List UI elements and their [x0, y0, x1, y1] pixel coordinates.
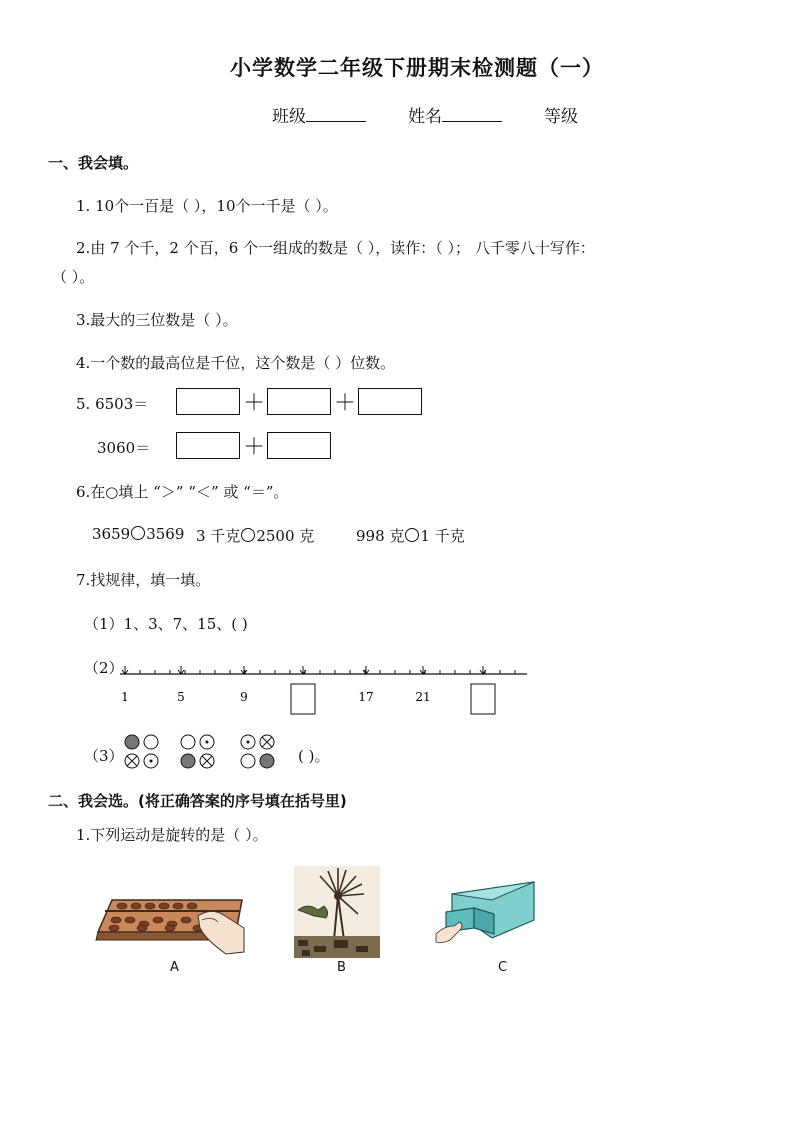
compare-b-left: 3 千克 [196, 527, 241, 545]
circle-blank-icon[interactable] [241, 528, 255, 542]
class-field [272, 102, 366, 127]
dotted-circle-icon [200, 735, 214, 749]
arrow-marker [122, 666, 128, 674]
compare-c-left: 998 克 [356, 527, 405, 545]
page-title: 小学数学二年级下册期末检测题（一） [230, 55, 604, 80]
number-line-answer-box-1[interactable] [291, 684, 315, 714]
question-7-1: （1）1、3、7、15、( ) [84, 615, 248, 633]
arrow-marker [363, 666, 369, 674]
compare-b [196, 525, 314, 546]
compare-c-right: 1 千克 [420, 527, 465, 545]
tick-label: 17 [358, 690, 374, 704]
filled-circle-icon [125, 735, 139, 749]
circle-pattern [122, 733, 282, 771]
compare-a [92, 525, 184, 543]
name-field [408, 102, 502, 127]
section-1-heading: 一、我会填。 [48, 154, 139, 172]
compare-a-right: 3569 [146, 525, 185, 543]
question-6: 6.在○填上 “＞” “＜” 或 “＝”。 [76, 483, 289, 501]
answer-box-1[interactable] [176, 388, 240, 415]
crossed-circle-icon [260, 735, 274, 749]
dotted-circle-icon [241, 735, 255, 749]
tick-label: 1 [121, 690, 129, 704]
tick-label: 9 [240, 690, 248, 704]
arrow-marker [241, 666, 247, 674]
windmill-image [294, 866, 380, 958]
empty-circle-icon [144, 735, 158, 749]
question-7-3-label: （3） [84, 747, 124, 765]
answer-box-2[interactable] [267, 388, 331, 415]
section-2-heading: 二、我会选。(将正确答案的序号填在括号里) [48, 792, 347, 810]
option-a-label[interactable]: A [170, 960, 179, 975]
question-7-3-answer: ( )。 [298, 747, 330, 765]
plus-sign: ＋ [243, 435, 266, 460]
question-7: 7.找规律，填一填。 [76, 571, 211, 589]
plus-sign: ＋ [334, 391, 357, 416]
answer-box-4[interactable] [176, 432, 240, 459]
question-4: 4.一个数的最高位是千位，这个数是（ ）位数。 [76, 354, 396, 372]
grade-label: 等级 [544, 107, 578, 127]
tick-label: 5 [177, 690, 185, 704]
option-b-label[interactable]: B [337, 960, 346, 975]
question-5-label: 5. 6503＝ [76, 395, 149, 413]
dotted-circle-icon [144, 754, 158, 768]
crossed-circle-icon [200, 754, 214, 768]
compare-a-left: 3659 [92, 525, 131, 543]
number-line-arrows [122, 666, 486, 674]
question-3: 3.最大的三位数是（ ）。 [76, 311, 238, 329]
answer-box-5[interactable] [267, 432, 331, 459]
compare-b-right: 2500 克 [256, 527, 315, 545]
crossed-circle-icon [125, 754, 139, 768]
answer-box-3[interactable] [358, 388, 422, 415]
question-1: 1. 10个一百是（ ），10个一千是（ ）。 [76, 197, 338, 215]
circle-blank-icon[interactable] [131, 526, 145, 540]
name-blank[interactable] [442, 105, 502, 122]
drawer-image [434, 880, 536, 956]
number-line [115, 660, 535, 720]
name-label: 姓名 [408, 107, 442, 127]
plus-sign: ＋ [243, 391, 266, 416]
question-7-2-label: （2） [84, 659, 124, 677]
empty-circle-icon [241, 754, 255, 768]
option-c-label[interactable]: C [498, 960, 508, 975]
question-2-line2: （ ）。 [52, 268, 95, 286]
empty-circle-icon [181, 735, 195, 749]
filled-circle-icon [181, 754, 195, 768]
abacus-image [94, 880, 246, 958]
tick-label: 21 [415, 690, 431, 704]
class-label: 班级 [272, 107, 306, 127]
compare-c [356, 525, 465, 546]
arrow-marker [178, 666, 184, 674]
question-2-line1: 2.由 7 个千，2 个百，6 个一组成的数是（ ），读作：（ ）； 八千零八十写作： [76, 239, 595, 257]
class-blank[interactable] [306, 105, 366, 122]
number-line-answer-box-2[interactable] [471, 684, 495, 714]
question-5b-label: 3060＝ [97, 439, 151, 457]
circle-blank-icon[interactable] [405, 528, 419, 542]
filled-circle-icon [260, 754, 274, 768]
section-2-question-1: 1.下列运动是旋转的是（ ）。 [76, 826, 268, 844]
